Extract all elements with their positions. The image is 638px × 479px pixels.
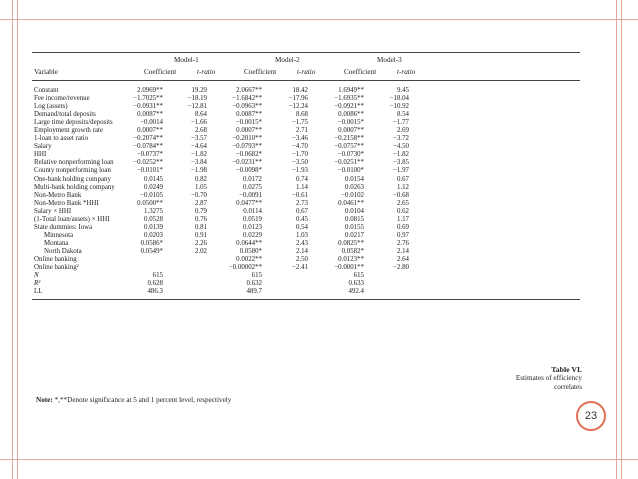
model-3-coefficient: 0.0217 xyxy=(345,231,364,239)
model-2-t-ratio: 0.54 xyxy=(295,223,308,231)
model-3-t-ratio: −1.82 xyxy=(393,151,409,159)
row-label: Montana xyxy=(44,239,69,247)
table-row xyxy=(32,103,580,111)
model-1-t-ratio: 0.82 xyxy=(194,175,207,183)
model-3-coefficient: 1.6949** xyxy=(338,87,364,94)
model-3-coefficient: −1.6935** xyxy=(334,95,364,103)
model-3-t-ratio: 9.45 xyxy=(396,87,409,94)
model-2-t-ratio: 2.73 xyxy=(295,199,308,207)
model-3-t-ratio: 2.76 xyxy=(396,239,409,247)
table-row xyxy=(32,87,580,95)
table-caption xyxy=(462,365,582,392)
model-1-coefficient: 0.0249 xyxy=(144,183,163,191)
model-1-t-ratio: −1.98 xyxy=(191,167,207,175)
model-2-coefficient: −0.0793** xyxy=(232,143,262,151)
row-label: State dummies: Iowa xyxy=(34,223,93,231)
row-label: HHI xyxy=(34,151,47,159)
row-label: Online banking² xyxy=(34,264,79,272)
model-3-t-ratio: −1.77 xyxy=(393,119,409,127)
model-2-coefficient: 0.0022** xyxy=(236,255,262,263)
model-1-t-ratio: −1.66 xyxy=(191,119,207,127)
model-3-t-ratio: 8.54 xyxy=(396,111,409,119)
caption-title: Table VI. xyxy=(551,365,582,374)
table-row xyxy=(32,280,580,288)
table-row xyxy=(32,240,580,248)
row-label: Salary × HHI xyxy=(34,207,72,215)
row-label: LL xyxy=(34,288,43,296)
model-2-coefficient: 0.0172 xyxy=(243,175,262,183)
frame-line-bottom xyxy=(0,459,638,460)
model-1-coefficient: 0.0139 xyxy=(144,223,163,231)
model-2-coefficient: 0.0229 xyxy=(243,231,262,239)
note-text: *,**Denote significance at 5 and 1 percent level, respectively xyxy=(52,396,232,404)
model-1-t-ratio: 2.26 xyxy=(194,239,207,247)
model-2-coefficient: 0.0007** xyxy=(236,127,262,135)
model-3-coefficient: −0.2158** xyxy=(334,135,364,143)
model-3-coefficient: 0.0825** xyxy=(338,239,364,247)
model-2-coefficient: 615 xyxy=(251,272,262,280)
table-row xyxy=(32,248,580,256)
model-2-coefficient: 0.0275 xyxy=(243,183,262,191)
model-2-t-ratio: −3.46 xyxy=(292,135,308,143)
model-3-coefficient: 0.0104 xyxy=(345,207,364,215)
model-1-t-ratio: 1.05 xyxy=(194,183,207,191)
coef-header-1: Coefficient xyxy=(144,68,177,76)
model-2-coefficient: 0.0519 xyxy=(243,215,262,223)
model-2-coefficient: 0.0644** xyxy=(236,239,262,247)
model-1-coefficient: −0.2074** xyxy=(133,135,163,143)
model-1-coefficient: 0.0203 xyxy=(144,231,163,239)
row-label: Constant xyxy=(34,87,59,94)
table-row xyxy=(32,256,580,264)
table-row xyxy=(32,135,580,143)
model-2-coefficient: −0.0963** xyxy=(232,103,262,111)
model-1-coefficient: 0.0500** xyxy=(137,199,163,207)
row-label: County nonperforming loan xyxy=(34,167,111,175)
model-1-coefficient: −0.0105 xyxy=(140,191,163,199)
model-1-coefficient: −0.0252** xyxy=(133,159,163,167)
model-3-t-ratio: 2.69 xyxy=(396,127,409,135)
row-label: Fee income/revenue xyxy=(34,95,90,103)
model-3-t-ratio: 1.17 xyxy=(396,215,409,223)
table-body xyxy=(32,87,580,296)
model-1-t-ratio: 2.68 xyxy=(194,127,207,135)
table-row xyxy=(32,111,580,119)
table-row xyxy=(32,200,580,208)
table-row xyxy=(32,95,580,103)
model-1-t-ratio: −3.84 xyxy=(191,159,207,167)
model-header-row xyxy=(32,56,580,66)
model-2-t-ratio: 2.71 xyxy=(295,127,308,135)
model-3-coefficient: −0.0251** xyxy=(334,159,364,167)
t-header-3: t-ratio xyxy=(397,68,416,76)
model-2-t-ratio: −2.41 xyxy=(292,264,308,272)
model-2-coefficient: 0.0580* xyxy=(239,247,262,255)
table-note xyxy=(36,396,231,404)
row-label: Online banking xyxy=(34,255,77,263)
model-3-t-ratio: −3.85 xyxy=(393,159,409,167)
table-row xyxy=(32,143,580,151)
model-2-t-ratio: −1.93 xyxy=(292,167,308,175)
model-3-t-ratio: −18.04 xyxy=(389,95,409,103)
table-row xyxy=(32,272,580,280)
model-3-t-ratio: −10.92 xyxy=(389,103,409,111)
coef-header-2: Coefficient xyxy=(244,68,277,76)
row-label: Employment growth rate xyxy=(34,127,103,135)
model-3-t-ratio: 0.97 xyxy=(396,231,409,239)
model-2-t-ratio: −3.50 xyxy=(292,159,308,167)
model-2-t-ratio: −1.70 xyxy=(292,151,308,159)
model-2-t-ratio: 18.42 xyxy=(292,87,308,94)
model-1-coefficient: 615 xyxy=(152,272,163,280)
row-label: North Dakota xyxy=(44,247,82,255)
caption-line-1: Estimates of efficiency xyxy=(515,374,582,382)
model-2-t-ratio: 1.03 xyxy=(295,231,308,239)
row-label: Non-Metro Bank *HHI xyxy=(34,199,99,207)
model-1-coefficient: 0.0145 xyxy=(144,175,163,183)
model-3-coefficient: −0.0102 xyxy=(341,191,364,199)
caption-line-2: correlates xyxy=(554,383,582,391)
row-label: N xyxy=(34,272,39,280)
model-2-t-ratio: 2.14 xyxy=(295,247,308,255)
model-1-coefficient: 0.0586* xyxy=(140,239,163,247)
model-1-coefficient: −0.0737* xyxy=(136,151,163,159)
frame-line-right-inner xyxy=(616,0,617,479)
t-header-2: t-ratio xyxy=(297,68,316,76)
model-3-coefficient: 0.0155 xyxy=(345,223,364,231)
row-label: One-bank holding company xyxy=(34,175,111,183)
model-2-t-ratio: 2.43 xyxy=(295,239,308,247)
model-1-coefficient: −0.0784** xyxy=(133,143,163,151)
model-3-t-ratio: −3.72 xyxy=(393,135,409,143)
row-label: Non-Metro Bank xyxy=(34,191,82,199)
row-label: Salary xyxy=(34,143,52,151)
t-header-1: t-ratio xyxy=(197,68,216,76)
table-row xyxy=(32,184,580,192)
header-bottom-rule xyxy=(32,80,580,81)
table-row xyxy=(32,151,580,159)
regression-table xyxy=(32,52,580,300)
model-3-t-ratio: 2.64 xyxy=(396,255,409,263)
model-3-coefficient: −0.0100* xyxy=(337,167,364,175)
model-2-coefficient: 0.0477** xyxy=(236,199,262,207)
model-1-coefficient: 486.3 xyxy=(147,288,163,296)
model-3-header: Model-3 xyxy=(377,56,402,64)
model-1-t-ratio: 0.91 xyxy=(194,231,207,239)
model-1-coefficient: 1.3275 xyxy=(144,207,163,215)
model-3-coefficient: 615 xyxy=(353,272,364,280)
model-3-t-ratio: 1.12 xyxy=(396,183,409,191)
model-2-t-ratio: 0.74 xyxy=(295,175,308,183)
row-label: (1-Total loan/assets) × HHI xyxy=(34,215,110,223)
model-3-coefficient: −0.0001** xyxy=(334,264,364,272)
model-2-coefficient: −0.0091 xyxy=(239,191,262,199)
model-2-coefficient: 0.632 xyxy=(246,280,262,288)
model-1-t-ratio: −0.70 xyxy=(191,191,207,199)
frame-line-left-outer xyxy=(12,0,13,479)
model-1-t-ratio: −4.64 xyxy=(191,143,207,151)
table-row xyxy=(32,208,580,216)
model-1-coefficient: 2.0969** xyxy=(137,87,163,94)
table-top-rule xyxy=(32,52,580,53)
model-2-coefficient: 0.0087** xyxy=(236,111,262,119)
slide-number-badge: 23 xyxy=(576,401,606,431)
model-3-t-ratio: −0.68 xyxy=(393,191,409,199)
model-2-t-ratio: −1.75 xyxy=(292,119,308,127)
model-2-t-ratio: −4.70 xyxy=(292,143,308,151)
model-3-t-ratio: 0.62 xyxy=(396,207,409,215)
model-3-t-ratio: 0.67 xyxy=(396,175,409,183)
table-row xyxy=(32,167,580,175)
table-row xyxy=(32,264,580,272)
model-2-coefficient: −0.0098* xyxy=(235,167,262,175)
row-label: Large time deposits/deposits xyxy=(34,119,113,127)
model-3-coefficient: 0.0007** xyxy=(338,127,364,135)
model-1-coefficient: −1.7025** xyxy=(133,95,163,103)
model-3-coefficient: 0.0154 xyxy=(345,175,364,183)
model-2-t-ratio: 0.45 xyxy=(295,215,308,223)
model-2-t-ratio: −17.96 xyxy=(288,95,308,103)
model-2-t-ratio: 0.67 xyxy=(295,207,308,215)
model-2-coefficient: −0.00002** xyxy=(228,264,262,272)
model-1-t-ratio: 8.64 xyxy=(194,111,207,119)
model-3-coefficient: −0.0015* xyxy=(337,119,364,127)
model-1-coefficient: −0.0014 xyxy=(140,119,163,127)
variable-header: Variable xyxy=(34,68,58,76)
model-1-t-ratio: 2.02 xyxy=(194,247,207,255)
note-label: Note: xyxy=(36,396,53,404)
model-3-coefficient: 0.0582* xyxy=(341,247,364,255)
model-3-t-ratio: 2.14 xyxy=(396,247,409,255)
table-bottom-rule xyxy=(32,299,580,300)
model-3-t-ratio: 0.69 xyxy=(396,223,409,231)
model-1-coefficient: −0.0101* xyxy=(136,167,163,175)
model-1-t-ratio: 0.79 xyxy=(194,207,207,215)
model-2-coefficient: 489.7 xyxy=(246,288,262,296)
frame-line-right-outer xyxy=(621,0,622,479)
model-1-t-ratio: 0.81 xyxy=(194,223,207,231)
model-1-t-ratio: −1.82 xyxy=(191,151,207,159)
coef-header-3: Coefficient xyxy=(344,68,377,76)
table-row xyxy=(32,176,580,184)
model-2-coefficient: 0.0114 xyxy=(243,207,262,215)
model-2-t-ratio: 8.68 xyxy=(295,111,308,119)
model-3-coefficient: −0.0757** xyxy=(334,143,364,151)
model-2-header: Model-2 xyxy=(275,56,300,64)
row-label: Log (assets) xyxy=(34,103,68,111)
row-label: R² xyxy=(34,280,41,288)
model-1-coefficient: 0.0087** xyxy=(137,111,163,119)
model-1-t-ratio: −12.81 xyxy=(187,103,207,111)
model-3-t-ratio: 2.65 xyxy=(396,199,409,207)
model-1-coefficient: −0.0931** xyxy=(133,103,163,111)
row-label: Multi-bank holding company xyxy=(34,183,115,191)
model-2-coefficient: −0.0682* xyxy=(235,151,262,159)
frame-line-top xyxy=(0,19,638,20)
model-1-coefficient: 0.0549* xyxy=(140,247,163,255)
model-1-t-ratio: 0.76 xyxy=(194,215,207,223)
model-2-t-ratio: 2.50 xyxy=(295,255,308,263)
table-row xyxy=(32,119,580,127)
model-3-coefficient: −0.0921** xyxy=(334,103,364,111)
model-3-coefficient: −0.0730* xyxy=(337,151,364,159)
model-1-t-ratio: 19.29 xyxy=(191,87,207,94)
model-3-coefficient: 492.4 xyxy=(348,288,364,296)
model-1-coefficient: 0.0007** xyxy=(137,127,163,135)
model-2-t-ratio: 1.14 xyxy=(295,183,308,191)
model-3-coefficient: 0.0263 xyxy=(345,183,364,191)
table-row xyxy=(32,232,580,240)
model-1-t-ratio: −18.19 xyxy=(187,95,207,103)
model-3-coefficient: 0.633 xyxy=(348,280,364,288)
table-row xyxy=(32,159,580,167)
model-2-coefficient: −0.2010** xyxy=(232,135,262,143)
model-2-coefficient: 0.0123 xyxy=(243,223,262,231)
table-row xyxy=(32,192,580,200)
model-3-t-ratio: −4.50 xyxy=(393,143,409,151)
model-3-coefficient: 0.0461** xyxy=(338,199,364,207)
model-1-coefficient: 0.0528 xyxy=(144,215,163,223)
model-1-t-ratio: −3.57 xyxy=(191,135,207,143)
model-2-t-ratio: −12.24 xyxy=(288,103,308,111)
table-row xyxy=(32,216,580,224)
table-row xyxy=(32,288,580,296)
model-2-coefficient: −0.0231** xyxy=(232,159,262,167)
model-3-coefficient: 0.0123** xyxy=(338,255,364,263)
model-2-coefficient: −0.0015* xyxy=(235,119,262,127)
model-2-coefficient: 2.0667** xyxy=(236,87,262,94)
model-3-t-ratio: −1.97 xyxy=(393,167,409,175)
model-1-header: Model-1 xyxy=(174,56,199,64)
row-label: 1-loan to asset ratio xyxy=(34,135,89,143)
column-header-row xyxy=(32,66,580,80)
model-2-t-ratio: −0.61 xyxy=(292,191,308,199)
row-label: Demand/total deposits xyxy=(34,111,96,119)
model-1-t-ratio: 2.87 xyxy=(194,199,207,207)
table-row xyxy=(32,224,580,232)
row-label: Minnesota xyxy=(44,231,74,239)
model-3-t-ratio: −2.80 xyxy=(393,264,409,272)
model-1-coefficient: 0.628 xyxy=(147,280,163,288)
table-row xyxy=(32,127,580,135)
model-3-coefficient: 0.0815 xyxy=(345,215,364,223)
model-3-coefficient: 0.0086** xyxy=(338,111,364,119)
row-label: Relative nonperforming loan xyxy=(34,159,114,167)
model-2-coefficient: −1.6842** xyxy=(232,95,262,103)
frame-line-left-inner xyxy=(17,0,18,479)
